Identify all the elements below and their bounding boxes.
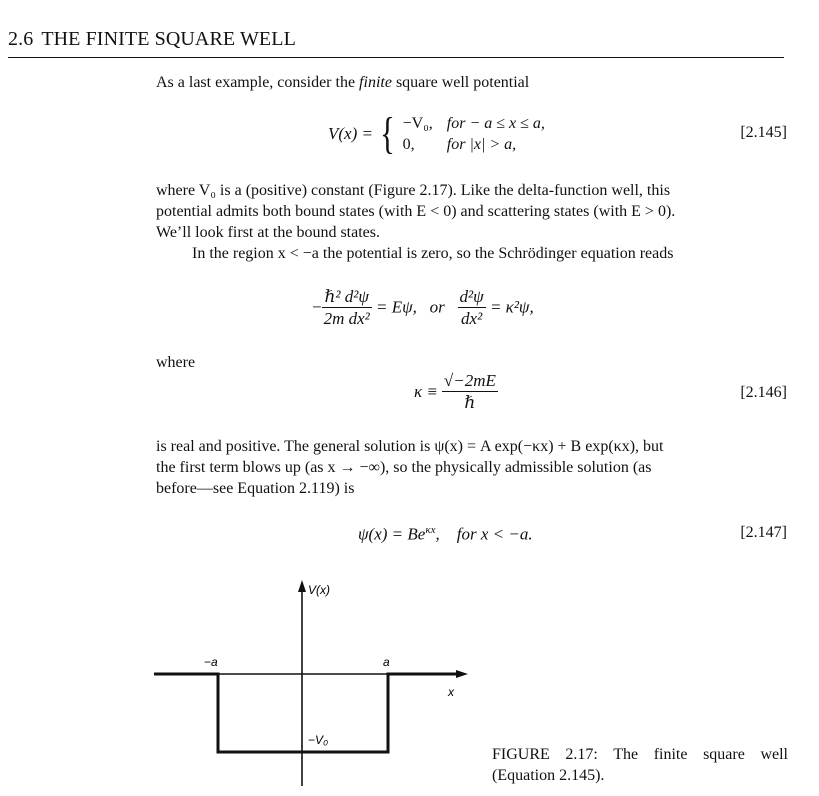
- caption-label: FIGURE 2.17:: [492, 746, 598, 763]
- figure-caption: [492, 744, 788, 786]
- eq145-case1-condition: for − a ≤ x ≤ a,: [446, 115, 545, 132]
- equation-number-2-147: [2.147]: [740, 524, 787, 541]
- schrod-rhs: = κ²ψ,: [485, 297, 534, 317]
- y-axis-arrow: [298, 580, 306, 592]
- schrod-fraction-2: [458, 286, 486, 329]
- eq145-case2-condition: for |x| > a,: [446, 136, 517, 153]
- schrod-fraction-1: [322, 286, 372, 329]
- schrod-frac2-denominator: dx²: [461, 309, 483, 328]
- schrod-frac1-denominator: 2m dx²: [323, 309, 370, 328]
- schrod-frac1-numerator: ℏ² d²ψ: [322, 286, 372, 308]
- section-title: THE FINITE SQUARE WELL: [41, 28, 296, 50]
- equation-2-146: [414, 370, 498, 413]
- eq145-case2-value: 0,: [402, 136, 415, 153]
- para3-line1: is real and positive. The general solution is ψ(x) = A exp(−κx) + B exp(κx), but: [156, 438, 664, 455]
- eq145-brace: {: [380, 109, 396, 158]
- equation-number-2-146: [2.146]: [740, 384, 787, 401]
- intro-emphasis: finite: [359, 74, 392, 91]
- equation-2-145: [328, 109, 551, 158]
- eq147-exponent: κx: [425, 524, 436, 536]
- schrod-middle: = Eψ, or: [371, 297, 458, 317]
- well-depth-label: −V₀: [308, 733, 329, 747]
- schrod-minus: −: [312, 297, 322, 317]
- eq146-numerator: √−2mE: [443, 371, 496, 390]
- para1-line3: We’ll look first at the bound states.: [156, 224, 380, 241]
- section-number: 2.6: [8, 28, 34, 50]
- where-word: where: [156, 354, 196, 371]
- para2-line1: In the region x < −a the potential is zero, so the Schrödinger equation reads: [192, 245, 674, 262]
- paragraph-general-solution: [156, 436, 788, 499]
- x-axis-label: x: [448, 685, 454, 699]
- eq146-fraction: [442, 370, 498, 413]
- finite-square-well-figure: [150, 572, 480, 792]
- eq147-condition: , for x < −a.: [435, 524, 533, 544]
- eq145-case1-value: −V₀,: [402, 115, 433, 132]
- equation-number-2-145: [2.145]: [740, 124, 787, 141]
- para3-line3: before—see Equation 2.119) is: [156, 480, 355, 497]
- eq146-lhs: κ ≡: [414, 381, 438, 401]
- left-edge-label: −a: [204, 655, 218, 669]
- intro-text-before: As a last example, consider the: [156, 74, 360, 91]
- equation-schrodinger: [312, 286, 534, 329]
- intro-text-after: square well potential: [391, 74, 530, 91]
- y-axis-label: V(x): [308, 583, 330, 597]
- para3-line2: the first term blows up (as x → −∞), so the physically admissible solution (as: [156, 459, 652, 476]
- section-header: [8, 28, 784, 58]
- eq145-lhs: V(x) =: [328, 124, 373, 143]
- para1-line1: where V₀ is a (positive) constant (Figure 2.17). Like the delta-function well, this: [156, 182, 671, 199]
- caption-text: The finite square well (Equation 2.145).: [492, 746, 789, 784]
- eq146-denominator: ℏ: [464, 393, 476, 412]
- para1-line2: potential admits both bound states (with E < 0) and scattering states (with E > 0).: [156, 203, 676, 220]
- equation-2-147: [358, 524, 533, 545]
- schrod-frac2-numerator: d²ψ: [459, 287, 484, 306]
- eq147-lhs: ψ(x) = Be: [358, 524, 426, 544]
- intro-paragraph: [156, 72, 788, 93]
- right-edge-label: a: [383, 655, 390, 669]
- paragraph-bound-states: [156, 180, 788, 264]
- eq145-cases: [403, 113, 551, 155]
